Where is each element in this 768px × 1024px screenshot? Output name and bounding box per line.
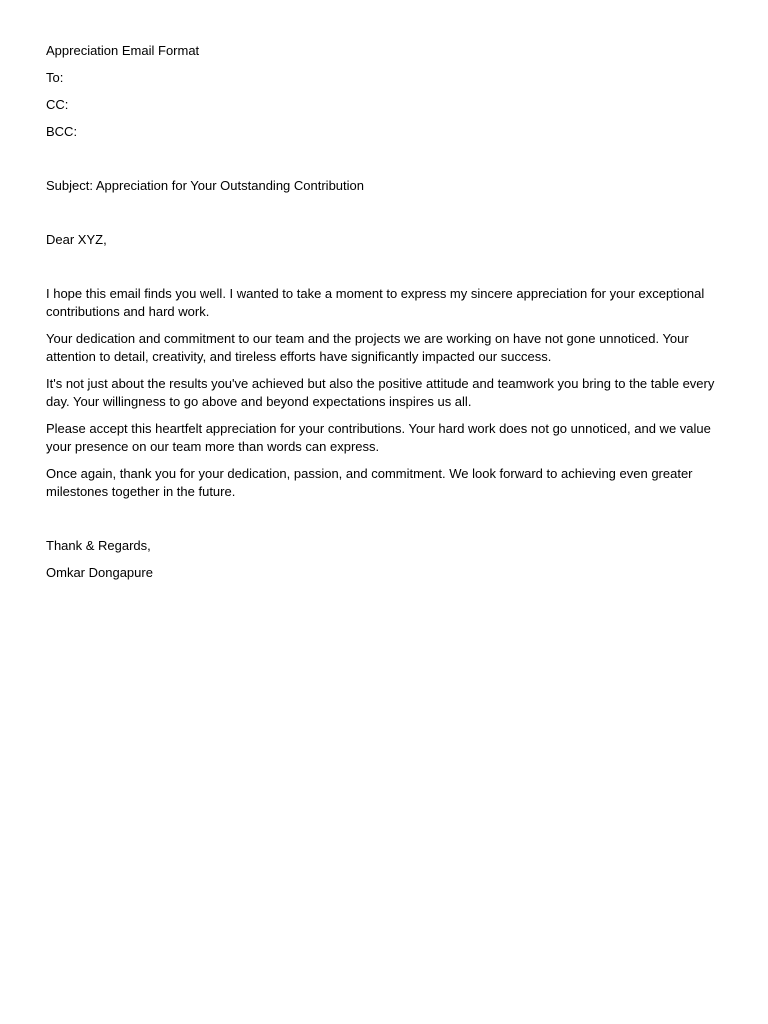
to-label: To:: [46, 70, 64, 85]
document-page: [46, 42, 726, 582]
paragraph-4: Please accept this heartfelt appreciation for your contributions. Your hard work does not go unnoticed, and we value your presence on our team more than words can express.: [46, 421, 711, 454]
subject-line: Subject: Appreciation for Your Outstanding Contribution: [46, 178, 364, 193]
document-title: Appreciation Email Format: [46, 43, 200, 58]
closing: Thank & Regards,: [46, 538, 151, 553]
paragraph-5: Once again, thank you for your dedication, passion, and commitment. We look forward to achieving even greater milestones together in the future.: [46, 466, 693, 499]
paragraph-1: I hope this email finds you well. I wanted to take a moment to express my sincere appreciation for your exceptional contributions and hard work.: [46, 286, 705, 319]
signature: Omkar Dongapure: [46, 565, 153, 580]
paragraph-3: It's not just about the results you've achieved but also the positive attitude and teamwork you bring to the table every day. Your willingness to go above and beyond expectations inspires us all.: [46, 376, 715, 409]
paragraph-2: Your dedication and commitment to our team and the projects we are working on have not gone unnoticed. Your attention to detail, creativity, and tireless efforts have significantly impacted our success.: [46, 331, 689, 364]
bcc-label: BCC:: [46, 124, 78, 139]
greeting: Dear XYZ,: [46, 232, 107, 247]
cc-label: CC:: [46, 97, 69, 112]
